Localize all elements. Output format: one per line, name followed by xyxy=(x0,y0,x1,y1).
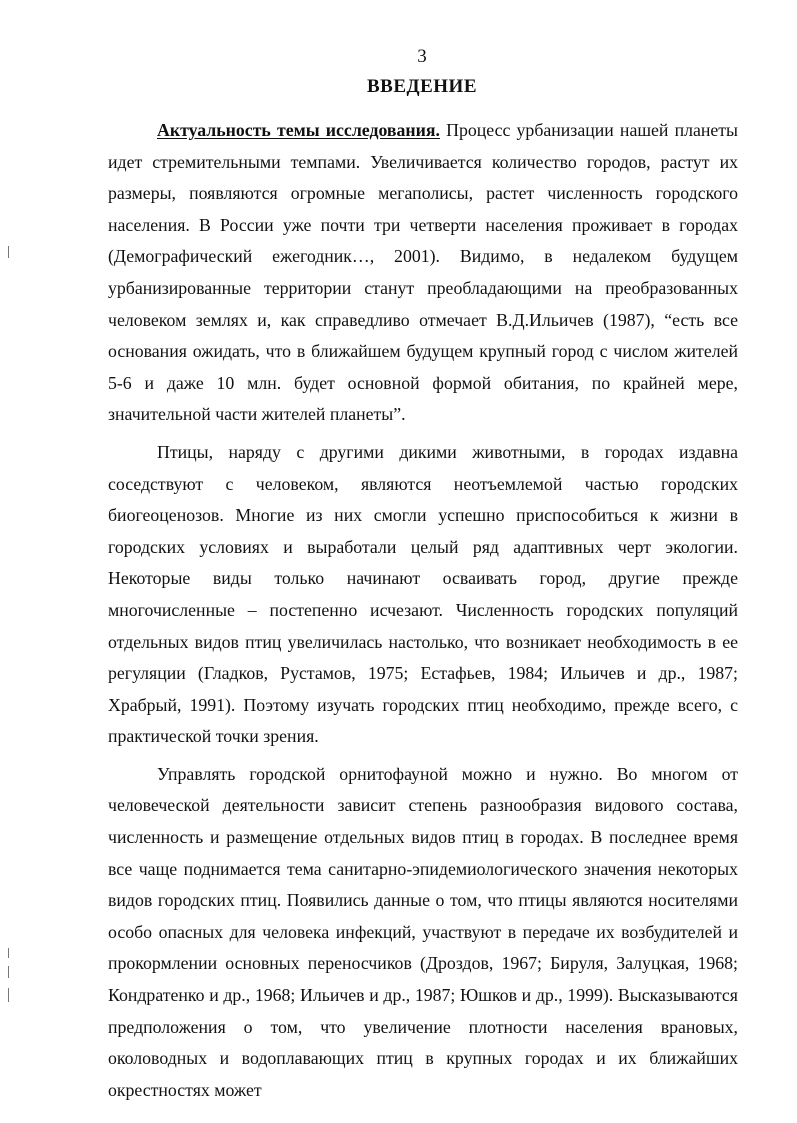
paragraph-text: Птицы, наряду с другими дикими животными, в городах издавна соседствуют с человеком, являются неотъемлемой частью городских биогеоценозов. Многие из них смогли успешно приспособиться к жизни в городских условиях и выработали целый ряд адаптивных черт экологии. Некоторые виды только начинают осваивать город, другие прежде многочисленные – постепенно исчезают. Численность городских популяций отдельных видов птиц увеличилась настолько, что возникает необходимость в ее регуляции (Гладков, Рустамов, 1975; Естафьев, 1984; Ильичев и др., 1987; Храбрый, 1991). Поэтому изучать городских птиц необходимо, прежде всего, с практической точки зрения. xyxy=(108,441,738,747)
paragraph xyxy=(108,115,738,431)
paragraph-text: Управлять городской орнитофауной можно и нужно. Во многом от человеческой деятельности зависит степень разнообразия видового состава, численность и размещение отдельных видов птиц в городах. В последнее время все чаще поднимается тема санитарно-эпидемиологического значения некоторых видов городских птиц. Появились данные о том, что птицы являются носителями особо опасных для человека инфекций, участвуют в передаче их возбудителей и прокормлении основных переносчиков (Дроздов, 1967; Бируля, Залуцкая, 1968; Кондратенко и др., 1968; Ильичев и др., 1987; Юшков и др., 1999). Высказываются предположения о том, что увеличение плотности населения врановых, околоводных и водоплавающих птиц в крупных городах и их ближайших окрестностях может xyxy=(108,763,738,1100)
body-text xyxy=(108,115,738,1106)
section-heading: ВВЕДЕНИЕ xyxy=(367,76,477,97)
paragraph xyxy=(108,759,738,1107)
page-number: 3 xyxy=(417,46,427,67)
paragraph xyxy=(108,437,738,753)
scan-margin-mark xyxy=(8,966,9,978)
scan-margin-mark xyxy=(8,948,9,958)
paragraph-text: Процесс урбанизации нашей планеты идет стремительными темпами. Увеличивается количество городов, растут их размеры, появляются огромные мегаполисы, растет численность городского населения. В России уже почти три четверти населения проживает в городах (Демографический ежегодник…, 2001). Видимо, в недалеком будущем урбанизированные территории станут преобладающими на преобразованных человеком землях и, как справедливо отмечает В.Д.Ильичев (1987), “есть все основания ожидать, что в ближайшем будущем крупный город с числом жителей 5-6 и даже 10 млн. будет основной формой обитания, по крайней мере, значительной части жителей планеты”. xyxy=(108,120,739,425)
scan-margin-mark xyxy=(8,246,9,258)
scan-margin-mark xyxy=(8,988,9,1002)
relevance-lead-in: Актуальность темы исследования. xyxy=(157,120,440,140)
